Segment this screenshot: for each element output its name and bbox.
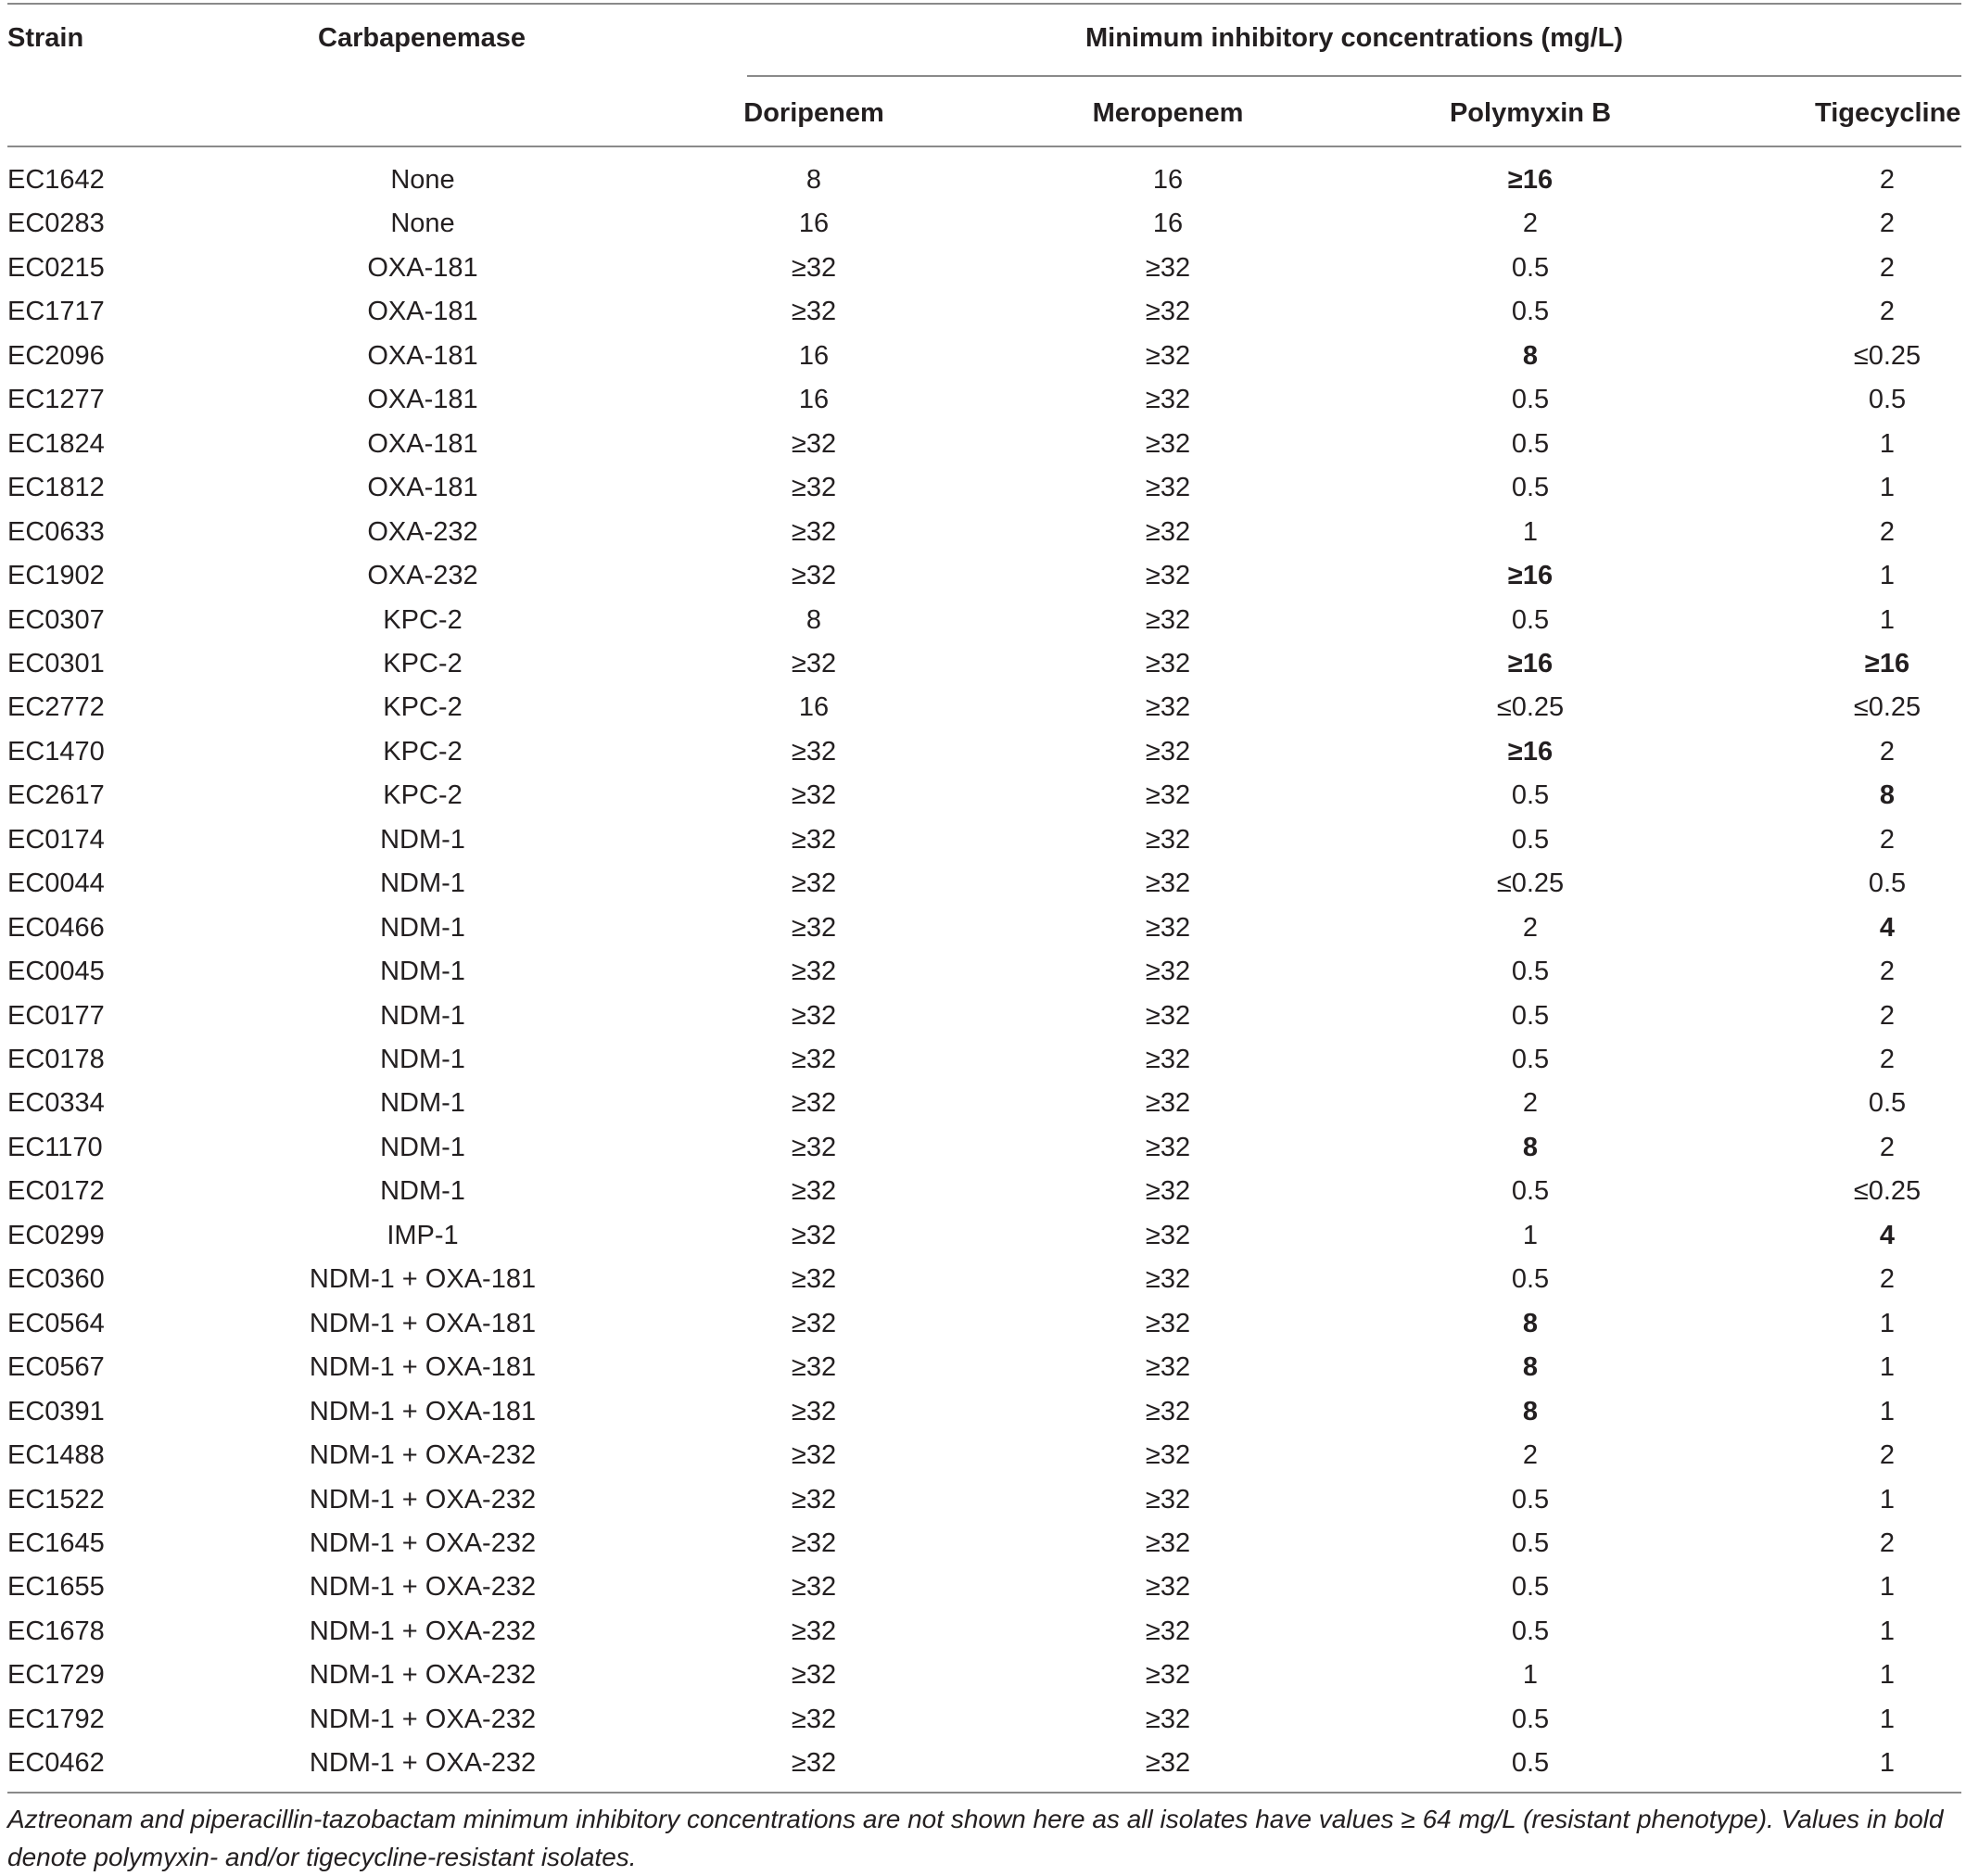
cell-polymyxin-b: 2 xyxy=(1522,1440,1539,1470)
header-strain: Strain xyxy=(7,23,84,53)
cell-tigecycline: 1 xyxy=(1879,1748,1896,1778)
cell-tigecycline: 2 xyxy=(1879,1133,1896,1162)
cell-meropenem: ≥32 xyxy=(1145,1616,1191,1646)
cell-polymyxin-b: ≥16 xyxy=(1507,737,1554,767)
cell-tigecycline: 2 xyxy=(1879,957,1896,986)
cell-strain: EC0360 xyxy=(7,1264,105,1294)
cell-meropenem: ≥32 xyxy=(1145,1045,1191,1074)
cell-tigecycline: 2 xyxy=(1879,825,1896,855)
cell-carbapenemase: KPC-2 xyxy=(383,692,463,722)
cell-doripenem: ≥32 xyxy=(791,473,837,502)
cell-polymyxin-b: 0.5 xyxy=(1511,297,1550,326)
cell-strain: EC1655 xyxy=(7,1572,105,1602)
cell-carbapenemase: OXA-181 xyxy=(367,253,478,283)
cell-strain: EC1902 xyxy=(7,561,105,590)
cell-meropenem: ≥32 xyxy=(1145,913,1191,943)
cell-meropenem: ≥32 xyxy=(1145,868,1191,898)
cell-meropenem: ≥32 xyxy=(1145,1397,1191,1426)
cell-doripenem: ≥32 xyxy=(791,913,837,943)
cell-meropenem: ≥32 xyxy=(1145,1309,1191,1338)
cell-doripenem: 8 xyxy=(805,605,822,635)
cell-strain: EC0567 xyxy=(7,1352,105,1382)
cell-meropenem: 16 xyxy=(1152,165,1184,195)
cell-polymyxin-b: 0.5 xyxy=(1511,1572,1550,1602)
cell-tigecycline: 2 xyxy=(1879,297,1896,326)
table-footnote: Aztreonam and piperacillin-tazobactam minimum inhibitory concentrations are not shown here as all isolates have values ≥ 64 mg/L (resistant phenotype). Values in bold denote polymyxin- and/or tigecycline-resistant isolates. xyxy=(7,1805,1944,1871)
cell-polymyxin-b: 0.5 xyxy=(1511,385,1550,414)
cell-polymyxin-b: 8 xyxy=(1522,1133,1539,1162)
cell-meropenem: ≥32 xyxy=(1145,517,1191,547)
cell-strain: EC1729 xyxy=(7,1660,105,1690)
cell-strain: EC1488 xyxy=(7,1440,105,1470)
cell-meropenem: ≥32 xyxy=(1145,561,1191,590)
cell-carbapenemase: NDM-1 xyxy=(380,1045,465,1074)
cell-strain: EC0174 xyxy=(7,825,105,855)
cell-polymyxin-b: ≥16 xyxy=(1507,649,1554,678)
cell-doripenem: ≥32 xyxy=(791,957,837,986)
header-carbapenemase: Carbapenemase xyxy=(318,23,526,53)
cell-carbapenemase: NDM-1 + OXA-181 xyxy=(309,1309,537,1338)
cell-carbapenemase: KPC-2 xyxy=(383,780,463,810)
cell-carbapenemase: OXA-181 xyxy=(367,473,478,502)
cell-polymyxin-b: 2 xyxy=(1522,1088,1539,1118)
cell-meropenem: ≥32 xyxy=(1145,1221,1191,1250)
cell-doripenem: ≥32 xyxy=(791,1528,837,1558)
cell-doripenem: ≥32 xyxy=(791,1485,837,1515)
cell-polymyxin-b: 0.5 xyxy=(1511,253,1550,283)
cell-polymyxin-b: 0.5 xyxy=(1511,825,1550,855)
cell-carbapenemase: NDM-1 + OXA-232 xyxy=(309,1705,537,1734)
cell-doripenem: ≥32 xyxy=(791,825,837,855)
cell-polymyxin-b: 0.5 xyxy=(1511,1264,1550,1294)
cell-strain: EC0045 xyxy=(7,957,105,986)
cell-carbapenemase: NDM-1 + OXA-232 xyxy=(309,1528,537,1558)
cell-meropenem: 16 xyxy=(1152,209,1184,238)
cell-meropenem: ≥32 xyxy=(1145,692,1191,722)
table-header-rule xyxy=(7,146,1961,147)
cell-tigecycline: 2 xyxy=(1879,1440,1896,1470)
cell-carbapenemase: NDM-1 xyxy=(380,1001,465,1031)
cell-doripenem: ≥32 xyxy=(791,1352,837,1382)
cell-meropenem: ≥32 xyxy=(1145,1748,1191,1778)
cell-polymyxin-b: 0.5 xyxy=(1511,1616,1550,1646)
cell-strain: EC0307 xyxy=(7,605,105,635)
cell-polymyxin-b: 8 xyxy=(1522,341,1539,371)
cell-strain: EC1824 xyxy=(7,429,105,459)
cell-tigecycline: 2 xyxy=(1879,1264,1896,1294)
cell-polymyxin-b: 1 xyxy=(1522,1221,1539,1250)
cell-polymyxin-b: ≤0.25 xyxy=(1496,692,1565,722)
cell-meropenem: ≥32 xyxy=(1145,649,1191,678)
cell-doripenem: ≥32 xyxy=(791,1001,837,1031)
table-bottom-rule xyxy=(7,1792,1961,1794)
cell-tigecycline: 1 xyxy=(1879,1572,1896,1602)
cell-tigecycline: 2 xyxy=(1879,253,1896,283)
cell-strain: EC1678 xyxy=(7,1616,105,1646)
cell-carbapenemase: NDM-1 + OXA-232 xyxy=(309,1660,537,1690)
cell-tigecycline: 1 xyxy=(1879,1705,1896,1734)
cell-doripenem: ≥32 xyxy=(791,1133,837,1162)
cell-polymyxin-b: 8 xyxy=(1522,1397,1539,1426)
cell-strain: EC0178 xyxy=(7,1045,105,1074)
cell-strain: EC1792 xyxy=(7,1705,105,1734)
cell-meropenem: ≥32 xyxy=(1145,1088,1191,1118)
cell-meropenem: ≥32 xyxy=(1145,957,1191,986)
cell-doripenem: 16 xyxy=(798,209,830,238)
cell-doripenem: ≥32 xyxy=(791,868,837,898)
cell-meropenem: ≥32 xyxy=(1145,825,1191,855)
cell-doripenem: ≥32 xyxy=(791,1309,837,1338)
cell-meropenem: ≥32 xyxy=(1145,1133,1191,1162)
cell-meropenem: ≥32 xyxy=(1145,297,1191,326)
cell-strain: EC2772 xyxy=(7,692,105,722)
cell-meropenem: ≥32 xyxy=(1145,780,1191,810)
cell-polymyxin-b: 8 xyxy=(1522,1352,1539,1382)
cell-tigecycline: 2 xyxy=(1879,737,1896,767)
cell-polymyxin-b: ≥16 xyxy=(1507,165,1554,195)
header-doripenem: Doripenem xyxy=(743,98,884,128)
cell-strain: EC0334 xyxy=(7,1088,105,1118)
cell-carbapenemase: NDM-1 + OXA-181 xyxy=(309,1264,537,1294)
cell-doripenem: ≥32 xyxy=(791,1045,837,1074)
cell-carbapenemase: NDM-1 + OXA-232 xyxy=(309,1440,537,1470)
cell-strain: EC0301 xyxy=(7,649,105,678)
cell-doripenem: ≥32 xyxy=(791,649,837,678)
cell-polymyxin-b: ≤0.25 xyxy=(1496,868,1565,898)
cell-carbapenemase: None xyxy=(390,165,455,195)
cell-doripenem: 8 xyxy=(805,165,822,195)
cell-strain: EC0633 xyxy=(7,517,105,547)
header-polymyxin-b: Polymyxin B xyxy=(1449,98,1612,128)
cell-meropenem: ≥32 xyxy=(1145,1528,1191,1558)
cell-carbapenemase: OXA-232 xyxy=(367,561,478,590)
cell-tigecycline: 2 xyxy=(1879,165,1896,195)
cell-doripenem: ≥32 xyxy=(791,1221,837,1250)
cell-doripenem: ≥32 xyxy=(791,253,837,283)
cell-strain: EC0044 xyxy=(7,868,105,898)
cell-tigecycline: 1 xyxy=(1879,1352,1896,1382)
cell-meropenem: ≥32 xyxy=(1145,1352,1191,1382)
cell-strain: EC1642 xyxy=(7,165,105,195)
cell-tigecycline: 0.5 xyxy=(1868,385,1907,414)
cell-tigecycline: 1 xyxy=(1879,1309,1896,1338)
cell-tigecycline: 4 xyxy=(1879,913,1896,943)
cell-carbapenemase: NDM-1 xyxy=(380,868,465,898)
cell-strain: EC1277 xyxy=(7,385,105,414)
cell-doripenem: ≥32 xyxy=(791,1572,837,1602)
cell-doripenem: 16 xyxy=(798,341,830,371)
cell-tigecycline: 1 xyxy=(1879,1485,1896,1515)
cell-meropenem: ≥32 xyxy=(1145,385,1191,414)
cell-strain: EC0283 xyxy=(7,209,105,238)
cell-carbapenemase: NDM-1 xyxy=(380,1176,465,1206)
header-mic-group: Minimum inhibitory concentrations (mg/L) xyxy=(1085,23,1623,53)
cell-doripenem: ≥32 xyxy=(791,1264,837,1294)
cell-meropenem: ≥32 xyxy=(1145,737,1191,767)
cell-strain: EC1717 xyxy=(7,297,105,326)
cell-doripenem: ≥32 xyxy=(791,429,837,459)
cell-tigecycline: 2 xyxy=(1879,209,1896,238)
cell-doripenem: ≥32 xyxy=(791,1660,837,1690)
cell-strain: EC1470 xyxy=(7,737,105,767)
cell-doripenem: ≥32 xyxy=(791,737,837,767)
cell-carbapenemase: IMP-1 xyxy=(387,1221,459,1250)
cell-meropenem: ≥32 xyxy=(1145,341,1191,371)
cell-polymyxin-b: 0.5 xyxy=(1511,1045,1550,1074)
cell-carbapenemase: KPC-2 xyxy=(383,649,463,678)
cell-doripenem: ≥32 xyxy=(791,1440,837,1470)
cell-meropenem: ≥32 xyxy=(1145,1485,1191,1515)
cell-meropenem: ≥32 xyxy=(1145,1001,1191,1031)
cell-carbapenemase: NDM-1 + OXA-232 xyxy=(309,1748,537,1778)
cell-strain: EC0391 xyxy=(7,1397,105,1426)
cell-meropenem: ≥32 xyxy=(1145,473,1191,502)
cell-carbapenemase: KPC-2 xyxy=(383,605,463,635)
cell-tigecycline: 1 xyxy=(1879,429,1896,459)
cell-polymyxin-b: 0.5 xyxy=(1511,1705,1550,1734)
cell-polymyxin-b: 1 xyxy=(1522,517,1539,547)
cell-doripenem: 16 xyxy=(798,385,830,414)
cell-meropenem: ≥32 xyxy=(1145,1440,1191,1470)
cell-tigecycline: ≤0.25 xyxy=(1853,1176,1922,1206)
cell-strain: EC0215 xyxy=(7,253,105,283)
cell-carbapenemase: NDM-1 xyxy=(380,957,465,986)
cell-carbapenemase: NDM-1 + OXA-232 xyxy=(309,1572,537,1602)
cell-carbapenemase: OXA-232 xyxy=(367,517,478,547)
cell-tigecycline: 1 xyxy=(1879,1660,1896,1690)
cell-meropenem: ≥32 xyxy=(1145,1705,1191,1734)
cell-strain: EC2096 xyxy=(7,341,105,371)
cell-strain: EC1645 xyxy=(7,1528,105,1558)
cell-polymyxin-b: 0.5 xyxy=(1511,1001,1550,1031)
cell-doripenem: ≥32 xyxy=(791,780,837,810)
cell-meropenem: ≥32 xyxy=(1145,605,1191,635)
cell-carbapenemase: NDM-1 + OXA-232 xyxy=(309,1485,537,1515)
cell-tigecycline: 1 xyxy=(1879,561,1896,590)
cell-tigecycline: 0.5 xyxy=(1868,868,1907,898)
cell-tigecycline: 1 xyxy=(1879,1397,1896,1426)
cell-tigecycline: ≥16 xyxy=(1864,649,1910,678)
cell-carbapenemase: NDM-1 + OXA-181 xyxy=(309,1352,537,1382)
cell-carbapenemase: NDM-1 xyxy=(380,825,465,855)
cell-polymyxin-b: 0.5 xyxy=(1511,1485,1550,1515)
cell-tigecycline: 1 xyxy=(1879,473,1896,502)
cell-carbapenemase: NDM-1 + OXA-232 xyxy=(309,1616,537,1646)
cell-tigecycline: 1 xyxy=(1879,605,1896,635)
cell-strain: EC0466 xyxy=(7,913,105,943)
cell-doripenem: ≥32 xyxy=(791,1705,837,1734)
cell-polymyxin-b: ≥16 xyxy=(1507,561,1554,590)
cell-tigecycline: 1 xyxy=(1879,1616,1896,1646)
cell-polymyxin-b: 0.5 xyxy=(1511,957,1550,986)
cell-strain: EC1812 xyxy=(7,473,105,502)
cell-carbapenemase: KPC-2 xyxy=(383,737,463,767)
cell-polymyxin-b: 0.5 xyxy=(1511,473,1550,502)
cell-tigecycline: 0.5 xyxy=(1868,1088,1907,1118)
cell-doripenem: ≥32 xyxy=(791,1748,837,1778)
cell-strain: EC0462 xyxy=(7,1748,105,1778)
cell-meropenem: ≥32 xyxy=(1145,1572,1191,1602)
cell-doripenem: ≥32 xyxy=(791,1088,837,1118)
cell-meropenem: ≥32 xyxy=(1145,1264,1191,1294)
cell-carbapenemase: OXA-181 xyxy=(367,297,478,326)
cell-strain: EC0177 xyxy=(7,1001,105,1031)
cell-tigecycline: ≤0.25 xyxy=(1853,341,1922,371)
cell-meropenem: ≥32 xyxy=(1145,1660,1191,1690)
header-meropenem: Meropenem xyxy=(1092,98,1244,128)
cell-carbapenemase: NDM-1 xyxy=(380,1133,465,1162)
mic-group-rule xyxy=(747,75,1961,77)
cell-carbapenemase: OXA-181 xyxy=(367,429,478,459)
cell-polymyxin-b: 0.5 xyxy=(1511,605,1550,635)
cell-doripenem: ≥32 xyxy=(791,517,837,547)
cell-meropenem: ≥32 xyxy=(1145,1176,1191,1206)
cell-polymyxin-b: 0.5 xyxy=(1511,1528,1550,1558)
cell-doripenem: 16 xyxy=(798,692,830,722)
table-top-rule xyxy=(7,3,1961,5)
cell-doripenem: ≥32 xyxy=(791,1397,837,1426)
cell-tigecycline: ≤0.25 xyxy=(1853,692,1922,722)
cell-doripenem: ≥32 xyxy=(791,1616,837,1646)
cell-tigecycline: 2 xyxy=(1879,517,1896,547)
cell-tigecycline: 2 xyxy=(1879,1001,1896,1031)
cell-carbapenemase: OXA-181 xyxy=(367,385,478,414)
cell-strain: EC0564 xyxy=(7,1309,105,1338)
cell-tigecycline: 2 xyxy=(1879,1045,1896,1074)
cell-meropenem: ≥32 xyxy=(1145,253,1191,283)
cell-polymyxin-b: 2 xyxy=(1522,209,1539,238)
cell-tigecycline: 2 xyxy=(1879,1528,1896,1558)
cell-polymyxin-b: 0.5 xyxy=(1511,429,1550,459)
cell-polymyxin-b: 0.5 xyxy=(1511,1748,1550,1778)
cell-carbapenemase: None xyxy=(390,209,455,238)
cell-carbapenemase: NDM-1 xyxy=(380,913,465,943)
cell-polymyxin-b: 0.5 xyxy=(1511,780,1550,810)
cell-carbapenemase: NDM-1 xyxy=(380,1088,465,1118)
cell-polymyxin-b: 1 xyxy=(1522,1660,1539,1690)
cell-strain: EC2617 xyxy=(7,780,105,810)
cell-polymyxin-b: 8 xyxy=(1522,1309,1539,1338)
cell-doripenem: ≥32 xyxy=(791,297,837,326)
cell-tigecycline: 4 xyxy=(1879,1221,1896,1250)
cell-doripenem: ≥32 xyxy=(791,1176,837,1206)
cell-doripenem: ≥32 xyxy=(791,561,837,590)
cell-strain: EC1522 xyxy=(7,1485,105,1515)
cell-strain: EC0172 xyxy=(7,1176,105,1206)
cell-meropenem: ≥32 xyxy=(1145,429,1191,459)
cell-carbapenemase: OXA-181 xyxy=(367,341,478,371)
cell-tigecycline: 8 xyxy=(1879,780,1896,810)
cell-strain: EC0299 xyxy=(7,1221,105,1250)
header-tigecycline: Tigecycline xyxy=(1815,98,1961,128)
cell-polymyxin-b: 0.5 xyxy=(1511,1176,1550,1206)
cell-carbapenemase: NDM-1 + OXA-181 xyxy=(309,1397,537,1426)
cell-strain: EC1170 xyxy=(7,1133,103,1162)
cell-polymyxin-b: 2 xyxy=(1522,913,1539,943)
